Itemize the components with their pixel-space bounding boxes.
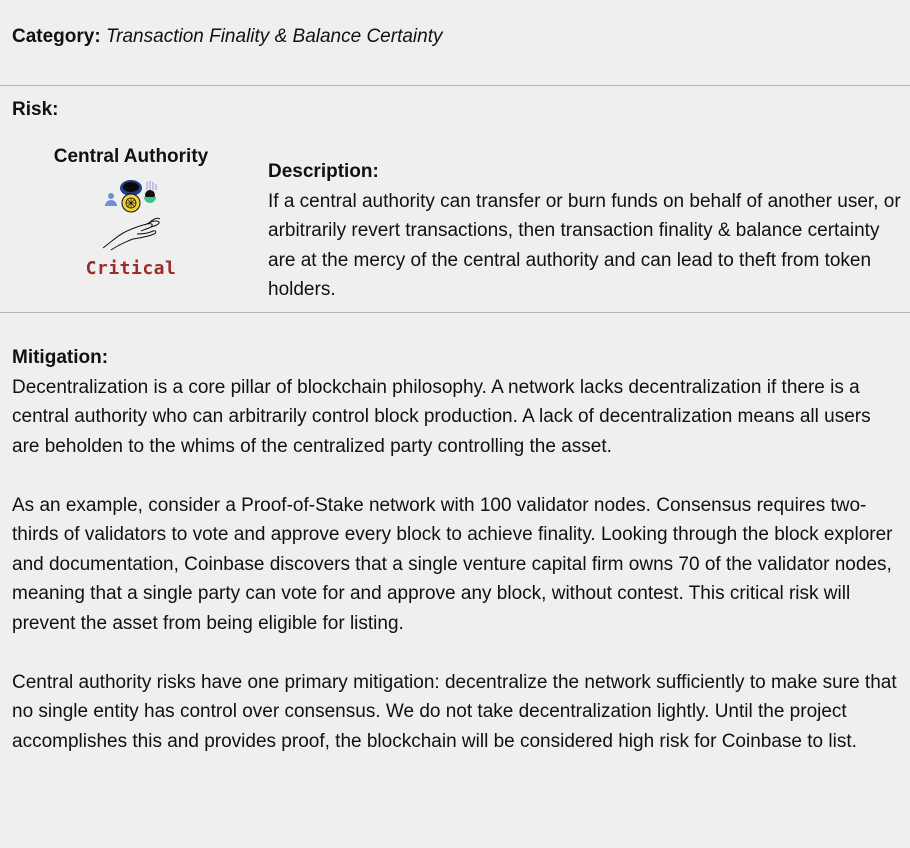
risk-label: Risk: [12, 99, 59, 120]
category-row [12, 24, 443, 50]
risk-severity-badge: Critical [85, 258, 177, 279]
mitigation-title: Mitigation: [12, 347, 109, 368]
mitigation-section [12, 343, 902, 786]
mitigation-paragraph: Decentralization is a core pillar of blockchain philosophy. A network lacks decentralization if there is a central authority who can arbitrarily control block production. A lack of decentralization means all users are beholden to the whims of the centralized party controlling the asset. [12, 376, 871, 457]
category-label: Category: [12, 26, 101, 47]
divider [0, 312, 910, 313]
category-value: Transaction Finality & Balance Certainty [105, 26, 443, 47]
risk-name: Central Authority [53, 146, 209, 167]
mitigation-paragraph: As an example, consider a Proof-of-Stake network with 100 validator nodes. Consensus requires two-thirds of validators to vote and approve every block to achieve finality. Looking through the block explorer and documentation, Coinbase discovers that a single venture capital firm owns 70 of the validator nodes, meaning that a single party can vote for and approve any block, without contest. This critical risk will prevent the asset from being eligible for listing. [12, 494, 893, 634]
description-title: Description: [268, 161, 379, 182]
risk-card [38, 144, 224, 280]
description-block [268, 157, 904, 305]
description-text: If a central authority can transfer or burn funds on behalf of another user, or arbitrarily revert transactions, then transaction finality & balance certainty are at the mercy of the central authority and can lead to theft from token holders. [268, 190, 901, 300]
divider [0, 85, 910, 86]
central-authority-hand-icon [99, 176, 163, 254]
mitigation-paragraph: Central authority risks have one primary mitigation: decentralize the network sufficiently to make sure that no single entity has control over consensus. We do not take decentralization lightly. Until the project accomplishes this and provides proof, the blockchain will be considered high risk for Coinbase to list. [12, 671, 897, 752]
